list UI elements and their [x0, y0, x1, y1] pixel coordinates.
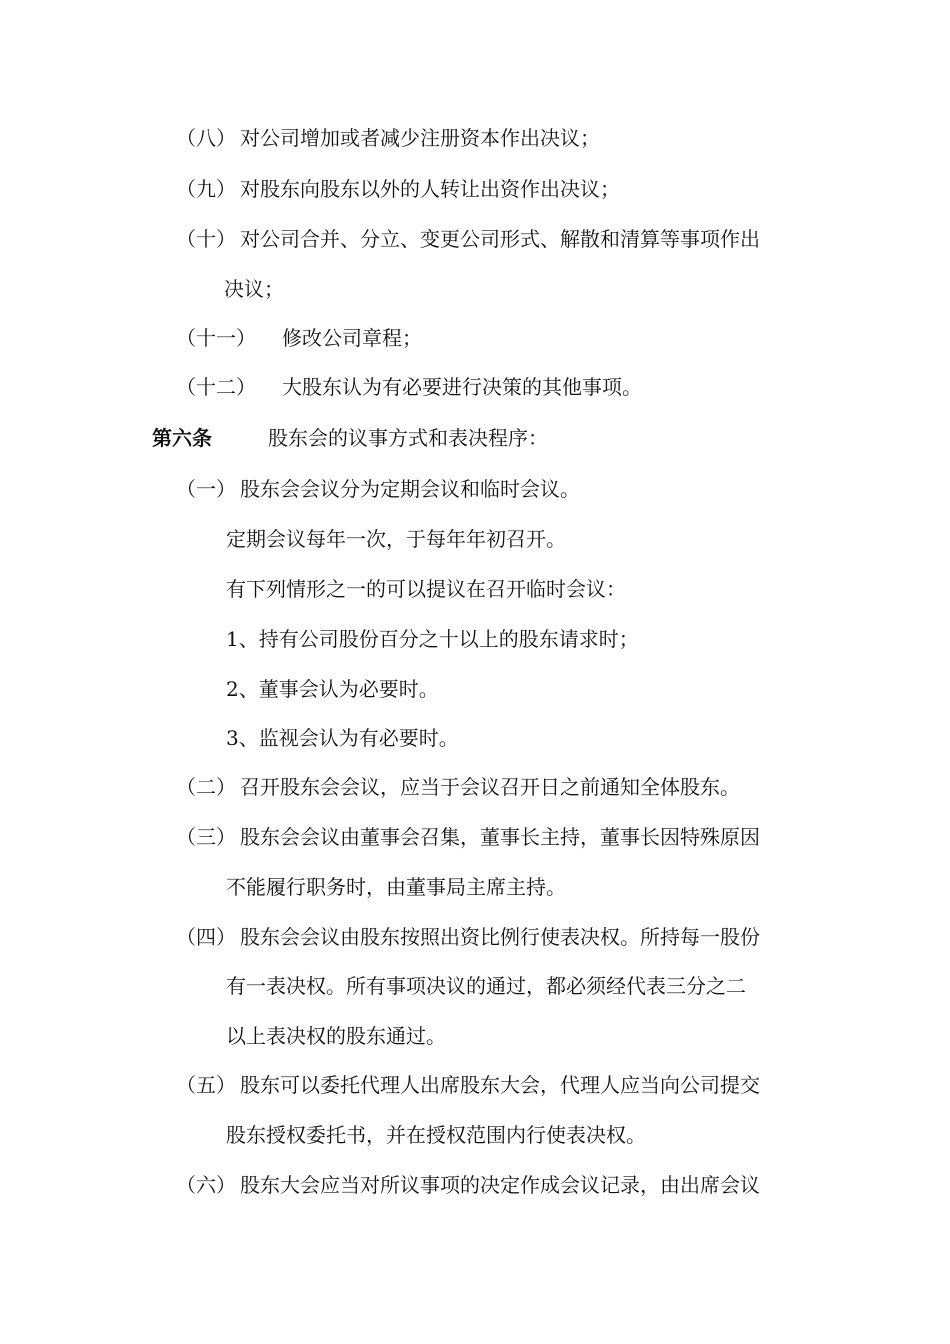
- item-text: 对公司增加或者减少注册资本作出决议；: [240, 126, 600, 150]
- item-continuation: 决议；: [224, 277, 284, 301]
- item-marker: （十）: [176, 227, 236, 251]
- list-item: [176, 226, 760, 252]
- list-item: [176, 824, 760, 850]
- list-item: [176, 1172, 760, 1198]
- sub-paragraph: 有下列情形之一的可以提议在召开临时会议：: [226, 577, 626, 601]
- article-heading: [152, 425, 548, 451]
- item-text: 股东可以委托代理人出席股东大会，代理人应当向公司提交: [240, 1073, 760, 1097]
- list-item: [176, 924, 760, 950]
- list-item: [176, 325, 422, 351]
- item-marker: （八）: [176, 126, 236, 150]
- item-marker: （十二）: [176, 375, 256, 399]
- item-text: 股东会会议分为定期会议和临时会议。: [240, 477, 580, 501]
- item-marker: （十一）: [176, 326, 256, 350]
- item-text: 股东会会议由股东按照出资比例行使表决权。所持每一股份: [240, 925, 760, 949]
- item-text: 股东大会应当对所议事项的决定作成会议记录，由出席会议: [240, 1173, 760, 1197]
- sub-paragraph: 2、董事会认为必要时。: [226, 677, 439, 701]
- list-item: [176, 125, 600, 151]
- item-marker: （一）: [176, 477, 236, 501]
- sub-paragraph: 3、监视会认为有必要时。: [226, 726, 459, 750]
- item-marker: （四）: [176, 925, 236, 949]
- item-marker: （二）: [176, 775, 236, 799]
- sub-paragraph: 定期会议每年一次，于每年年初召开。: [226, 527, 566, 551]
- item-text: 股东会会议由董事会召集，董事长主持，董事长因特殊原因: [240, 825, 760, 849]
- list-item: [176, 374, 642, 400]
- list-item: [176, 176, 620, 202]
- sub-paragraph: 1、持有公司股份百分之十以上的股东请求时；: [226, 627, 639, 651]
- list-item: [176, 476, 580, 502]
- item-marker: （六）: [176, 1173, 236, 1197]
- item-marker: （五）: [176, 1073, 236, 1097]
- article-label: 第六条: [152, 426, 212, 450]
- item-marker: （九）: [176, 177, 236, 201]
- item-text: 大股东认为有必要进行决策的其他事项。: [282, 375, 642, 399]
- list-item: [176, 774, 740, 800]
- item-continuation: 股东授权委托书，并在授权范围内行使表决权。: [226, 1123, 646, 1147]
- item-text: 修改公司章程；: [282, 326, 422, 350]
- item-text: 对股东向股东以外的人转让出资作出决议；: [240, 177, 620, 201]
- item-continuation: 不能履行职务时，由董事局主席主持。: [226, 875, 566, 899]
- item-continuation: 以上表决权的股东通过。: [226, 1024, 446, 1048]
- item-text: 召开股东会会议，应当于会议召开日之前通知全体股东。: [240, 775, 740, 799]
- item-marker: （三）: [176, 825, 236, 849]
- item-continuation: 有一表决权。所有事项决议的通过，都必须经代表三分之二: [226, 974, 746, 998]
- article-text: 股东会的议事方式和表决程序：: [268, 426, 548, 450]
- list-item: [176, 1072, 760, 1098]
- item-text: 对公司合并、分立、变更公司形式、解散和清算等事项作出: [240, 227, 760, 251]
